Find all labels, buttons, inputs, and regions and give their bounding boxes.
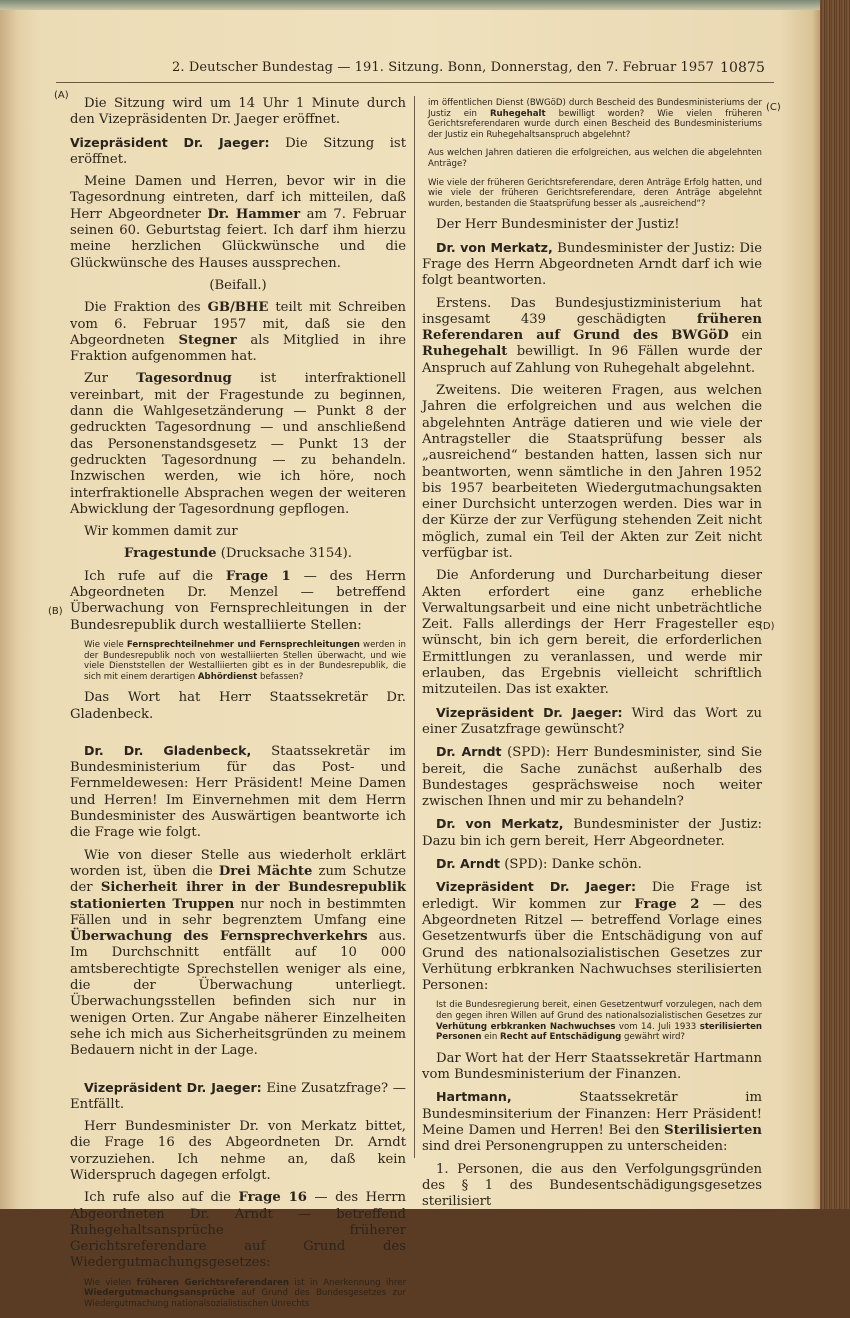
agenda-item: Fragestunde (Drucksache 3154).: [123, 546, 353, 562]
paragraph: Wir kommen damit zur: [84, 524, 238, 540]
paragraph: Die Fraktion des GB/BHE teilt mit Schreiben vom 6. Februar 1957 mit, daß sie den Abgeordneten Stegner als Mitglied in ihre Fraktion aufgenommen hat.: [70, 300, 406, 365]
paragraph: Ich rufe also auf die Frage 16 — des Herrn Abgeordneten Dr. Arndt — betreffend Ruhegehaltsansprüche früherer Gerichtsreferendare auf Grund des Wiedergutmachungsgesetzes:: [70, 1190, 406, 1271]
paragraph: 1. Personen, die aus den Verfolgungsgründen des § 1 des Bundesentschädigungsgesetzes sterilisiert: [422, 1161, 762, 1210]
opening-line: Die Sitzung wird um 14 Uhr 1 Minute durch den Vizepräsidenten Dr. Jaeger eröffnet.: [70, 96, 406, 128]
page-header: [172, 60, 772, 75]
running-head: 2. Deutscher Bundestag — 191. Sitzung. Bonn, Donnerstag, den 7. Februar 1957: [172, 60, 714, 75]
speaker-name: Hartmann,: [436, 1089, 512, 1105]
margin-marker-b: (B): [48, 606, 63, 617]
margin-marker-a: (A): [54, 90, 69, 101]
speaker-name: Dr. Arndt: [436, 744, 502, 760]
question-text: Wie viele Fernsprechteilnehmer und Fernsprechleitungen werden in der Bundesrepublik noch von westalliierten Stellen überwacht, und wie viele Dienststellen der Westalliierten gibt es in der Bundesrepublik, die sich mit einem derartigen Abhördienst befassen?: [84, 639, 407, 682]
applause-note: (Beifall.): [209, 277, 267, 293]
left-column: [70, 96, 406, 1318]
speaker-name: Vizepräsident Dr. Jaeger:: [436, 879, 637, 895]
paragraph: Dr. Arndt (SPD): Danke schön.: [436, 856, 642, 873]
paragraph: Dr. Dr. Gladenbeck, Staatssekretär im Bundesministerium für das Post- und Fernmeldewesen: Herr Präsident! Meine Damen und Herren! Im Einvernehmen mit dem Herrn Bundesminister des Auswärtigen beantworte ich die Frage wie folgt.: [70, 742, 406, 841]
margin-marker-c: (C): [766, 102, 781, 113]
speaker-name: Dr. von Merkatz,: [436, 239, 553, 255]
right-column: [422, 96, 762, 1216]
paragraph: Ich rufe auf die Frage 1 — des Herrn Abgeordneten Dr. Menzel — betreffend Überwachung von Fernsprechleitungen in der Bundesrepublik durch westalliierte Stellen:: [70, 568, 406, 633]
speaker-name: Vizepräsident Dr. Jaeger:: [70, 134, 270, 150]
paragraph: Herr Bundesminister Dr. von Merkatz bittet, die Frage 16 des Abgeordneten Dr. Arndt vorzuziehen. Ich nehme an, daß kein Widerspruch dagegen erfolgt.: [70, 1119, 406, 1183]
speaker-name: Dr. von Merkatz,: [436, 816, 564, 832]
book-edge: [820, 0, 850, 1209]
speaker-name: Dr. Dr. Gladenbeck,: [84, 742, 252, 758]
paragraph: Dr. Arndt (SPD): Herr Bundesminister, sind Sie bereit, die Sache zunächst außerhalb des Bundestages gesprächsweise noch weiter zwischen Ihnen und mir zu behandeln?: [422, 744, 762, 810]
margin-marker-d: (D): [759, 621, 775, 632]
paragraph: Vizepräsident Dr. Jaeger: Die Frage ist erledigt. Wir kommen zur Frage 2 — des Abgeordneten Ritzel — betreffend Vorlage eines Gesetzentwurfs über die Entschädigung von auf Grund des nationalsozialistischen Gesetzes zur Verhütung erbkranken Nachwuchses sterilisierten Personen:: [422, 879, 762, 994]
paragraph: Die Anforderung und Durcharbeitung dieser Akten erfordert eine ganz erhebliche Verwaltungsarbeit und eine nicht unbeträchtliche Zeit. Falls allerdings der Herr Fragesteller es wünscht, bin ich gern bereit, die erforderlichen Ermittlungen zu veranlassen, und werde mir erlauben, das Ergebnis vielleicht schriftlich mitzuteilen. Das ist exakter.: [422, 568, 762, 698]
question-text: Wie viele der früheren Gerichtsreferendare, deren Anträge Erfolg hatten, und wie viele der früheren Gerichtsreferendare, deren Anträge abgelehnt wurden, bestanden die Staatsprüfung besser als „ausreichend“?: [428, 177, 762, 209]
paragraph: Vizepräsident Dr. Jaeger: Wird das Wort zu einer Zusatzfrage gewünscht?: [422, 704, 762, 737]
paragraph: Dr. von Merkatz, Bundesminister der Justiz: Die Frage des Herrn Abgeordneten Arndt darf ich wie folgt beantworten.: [422, 239, 763, 289]
speaker-name: Vizepräsident Dr. Jaeger:: [436, 704, 623, 720]
paragraph: Hartmann, Staatssekretär im Bundesminsiterium der Finanzen: Herr Präsident! Meine Damen und Herren! Bei den Sterilisierten sind drei Personengruppen zu unterscheiden:: [422, 1089, 762, 1155]
paragraph: Dr. von Merkatz, Bundesminister der Justiz: Dazu bin ich gern bereit, Herr Abgeordneter.: [422, 816, 762, 849]
paragraph: Meine Damen und Herren, bevor wir in die Tagesordnung eintreten, darf ich mitteilen, daß Herr Abgeordneter Dr. Hammer am 7. Februar seinen 60. Geburtstag feiert. Ich darf ihm hierzu meine herzlichen Glückwünsche und die Glückwünsche des Hauses aussprechen.: [70, 174, 406, 271]
paragraph: Zur Tagesordnug ist interfraktionell vereinbart, mit der Fragestunde zu beginnen, dann die Wahlgesetzänderung — Punkt 8 der gedruckten Tagesordnung — und anschließend das Personenstandsgesetz — Punkt 13 der gedruckten Tagesordnung — zu behandeln. Inzwischen werden, wie ich höre, noch interfraktionelle Absprachen wegen der weiteren Abwicklung der Tagesordnung gepflogen.: [70, 371, 406, 517]
question-text: Ist die Bundesregierung bereit, einen Gesetzentwurf vorzulegen, nach dem den gegen ihren Willen auf Grund des nationalsozialistischen Gesetzes zur Verhütung erbkranken Nachwuchses vom 14. Juli 1933 sterilisierten Personen ein Recht auf Entschädigung gewährt wird?: [436, 1000, 763, 1043]
question-text: Wie vielen früheren Gerichtsreferendaren ist in Anerkennung ihrer Wiedergutmachungsansprüche auf Grund des Bundesgesetzes zur Wiedergutmachung nationalsozialistischen Unrechts: [84, 1277, 406, 1309]
question-text: Aus welchen Jahren datieren die erfolgreichen, aus welchen die abgelehnten Anträge?: [428, 148, 762, 169]
paragraph: Vizepräsident Dr. Jaeger: Eine Zusatzfrage? — Entfällt.: [70, 1079, 406, 1112]
paragraph: Zweitens. Die weiteren Fragen, aus welchen Jahren die erfolgreichen und aus welchen die abgelehnten Anträge datieren und wie viele der Antragsteller die Staatsprüfung besser als „ausreichend“ bestanden hatten, lassen sich nur beantworten, wenn sämtliche in den Jahren 1952 bis 1957 bearbeiteten Wiedergutmachungsakten einer Durchsicht unterzogen werden. Dies war in der Kürze der zur Verfügung stehenden Zeit nicht möglich, zumal ein Teil der Akten zur Zeit nicht verfügbar ist.: [422, 383, 762, 561]
column-rule: [414, 96, 415, 1158]
paragraph: Der Herr Bundesminister der Justiz!: [436, 217, 680, 233]
paragraph: Wie von dieser Stelle aus wiederholt erklärt worden ist, üben die Drei Mächte zum Schutze der Sicherheit ihrer in der Bundesrepublik stationierten Truppen nur noch in bestimmten Fällen und in sehr begrenztem Umfang eine Überwachung des Fernsprechverkehrs aus. Im Durchschnitt entfällt auf 10 000 amtsberechtigte Sprechstellen weniger als eine, die der Überwachung unterliegt. Überwachungsstellen befinden sich nur in wenigen Orten. Zur Angabe näherer Einzelheiten sehe ich mich aus Sicherheitsgründen zu meinem Bedauern nicht in der Lage.: [70, 847, 406, 1059]
question-text: im öffentlichen Dienst (BWGöD) durch Bescheid des Bundesministeriums der Justiz ein Ruhegehalt bewilligt worden? Wie vielen früheren Gerichtsreferendaren wurde durch einen Bescheid des Bundesministeriums der Justiz ein Ruhegehaltsanspruch abgelehnt?: [428, 98, 763, 140]
paragraph: Vizepräsident Dr. Jaeger: Die Sitzung ist eröffnet.: [70, 134, 406, 167]
page-number: 10875: [720, 60, 766, 76]
paragraph: Dar Wort hat der Herr Staatssekretär Hartmann vom Bundesministerium der Finanzen.: [422, 1050, 762, 1083]
speaker-name: Dr. Arndt: [436, 856, 500, 872]
paragraph: Das Wort hat Herr Staatssekretär Dr. Gladenbeck.: [70, 690, 406, 722]
paragraph: Erstens. Das Bundesjustizministerium hat insgesamt 439 geschädigten früheren Referendaren auf Grund des BWGöD ein Ruhegehalt bewilligt. In 96 Fällen wurde der Anspruch auf Zahlung von Ruhegehalt abgelehnt.: [422, 295, 762, 376]
top-edge: [0, 0, 850, 10]
speaker-name: Vizepräsident Dr. Jaeger:: [84, 1079, 262, 1095]
header-rule: [56, 82, 774, 83]
